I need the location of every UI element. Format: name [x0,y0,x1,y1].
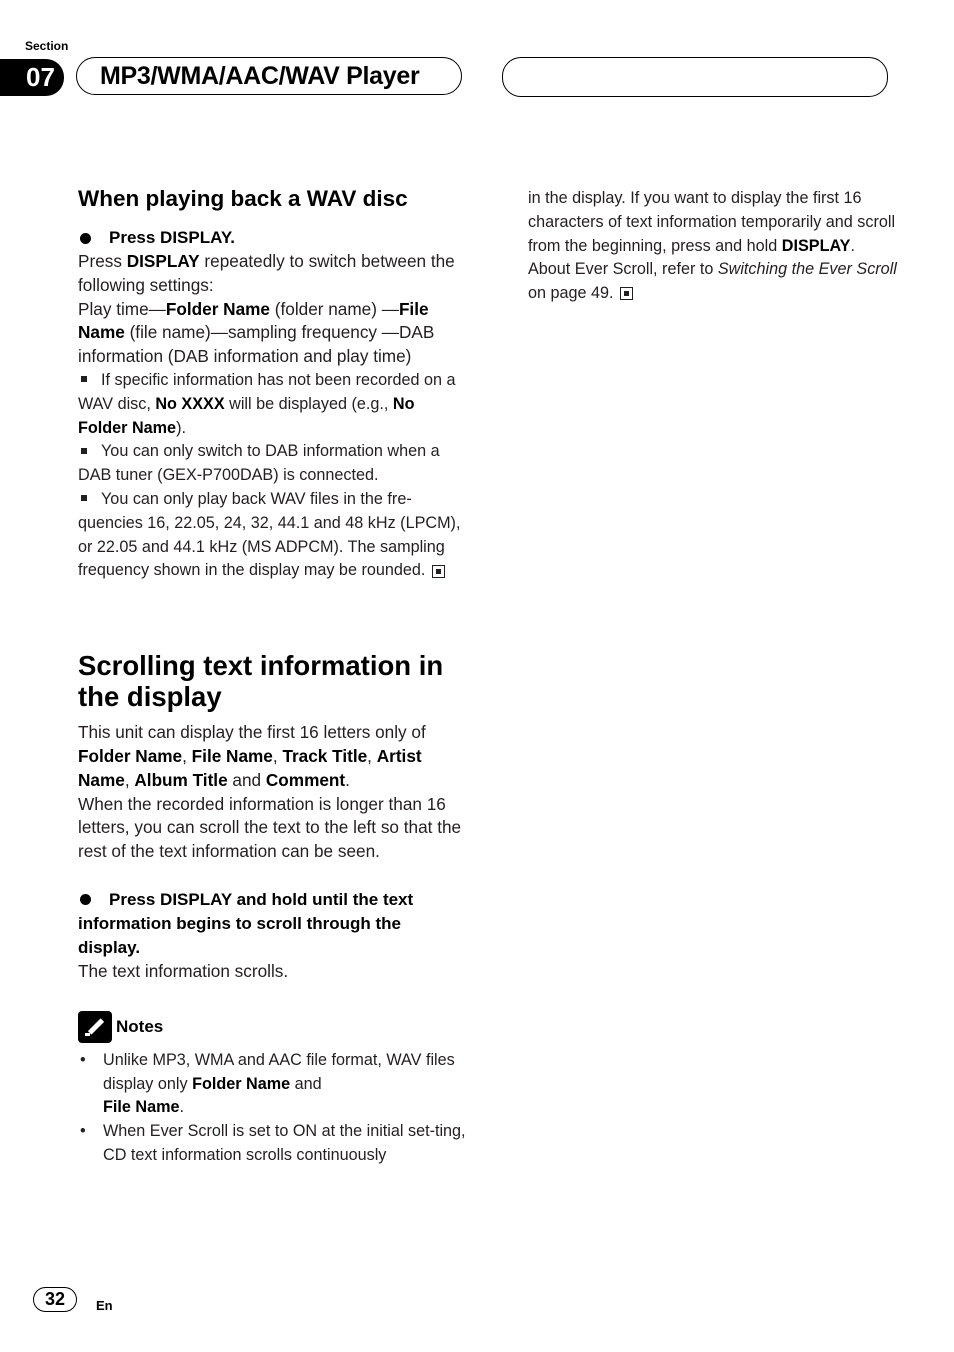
notes-label: Notes [116,1016,164,1036]
square-bullet-icon [81,376,87,382]
page-title: MP3/WMA/AAC/WAV Player [100,62,420,90]
right-column [528,187,898,306]
end-mark-icon [432,565,445,578]
bullet-no-info: If specific information has not been recorded on a WAV disc, No XXXX will be displayed (e.g., No Folder Name). [78,370,456,437]
section-number: 07 [26,62,55,92]
title-box-empty [502,57,888,97]
step-press-display: Press DISPLAY. [78,226,466,250]
bullet-dot-icon [80,233,91,244]
bullet-frequencies: You can only play back WAV files in the fre-quencies 16, 22.05, 24, 32, 44.1 and 48 kHz (LPCM), or 22.05 and 44.1 kHz (MS ADPCM). The sampling frequency shown in the display may be rounded. [78,489,461,580]
page-number: 32 [33,1287,77,1312]
note-item: • Unlike MP3, WMA and AAC file format, WAV files display only Folder Name and File Name. [80,1050,455,1117]
note-item: • When Ever Scroll is set to ON at the initial set-ting, CD text information scrolls continuously [80,1122,466,1164]
note-bullet-icon: • [80,1050,86,1069]
section-label: Section [25,39,69,53]
bullet-dab: You can only switch to DAB information when a DAB tuner (GEX-P700DAB) is connected. [78,442,440,485]
note-bullet-icon: • [80,1122,86,1141]
wav-heading: When playing back a WAV disc [78,186,408,211]
scroll-heading: Scrolling text information in the display [78,650,444,713]
step-press-hold-display: Press DISPLAY and hold until the text information begins to scroll through the display. [78,889,414,957]
step1-body: Press DISPLAY repeatedly to switch between the following settings: Play time—Folder Name (folder name) —File Name (file name)—sampling frequency —DAB information (DAB information and play time) [78,251,455,367]
square-bullet-icon [81,448,87,454]
left-column [78,184,466,1168]
step2-body: The text information scrolls. [78,960,289,981]
scroll-intro: This unit can display the first 16 letters only of Folder Name, File Name, Track Title, Artist Name, Album Title and Comment. When the recorded information is longer than 16 letters, you can scroll the text to the left so that the rest of the text information can be seen. [78,722,462,862]
language-label: En [96,1298,113,1313]
bullet-dot-icon [80,894,91,905]
notes-header [78,1011,466,1043]
notes-pencil-icon [78,1011,112,1043]
ever-scroll-text: in the display. If you want to display the first 16 characters of text information temporarily and scroll from the beginning, press and hold DISPLAY. About Ever Scroll, refer to Switching the Ever Scroll on page 49. [528,189,897,303]
square-bullet-icon [81,495,87,501]
end-mark-icon [620,287,633,300]
